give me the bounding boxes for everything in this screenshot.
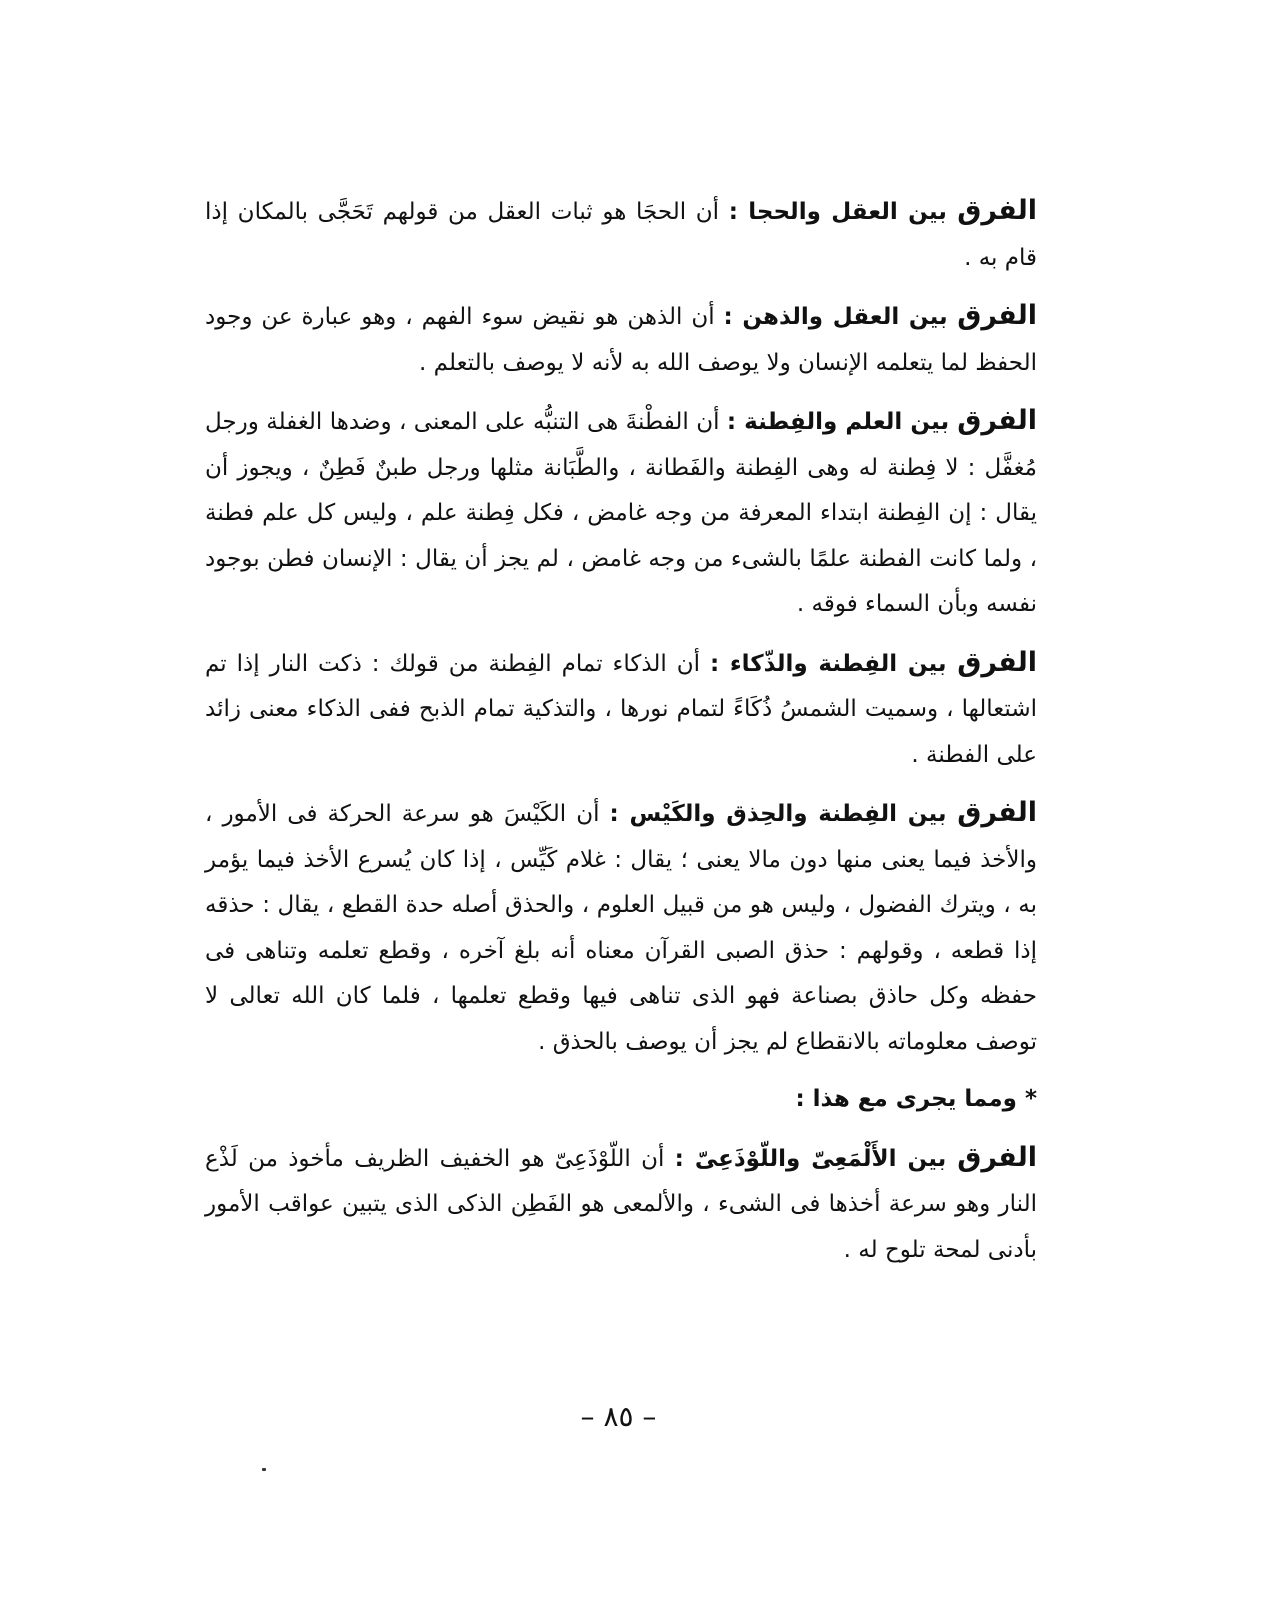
paragraph-head: الفرق <box>957 797 1037 828</box>
paragraph-body: أن الكَيْسَ هو سرعة الحركة فى الأمور ، والأخذ فيما يعنى منها دون مالا يعنى ؛ يقال : غلام كَيِّس ، إذا كان يُسرع الأخذ فيما يؤمر به ، ويترك الفضول ، وليس هو من قبيل العلوم ، والحذق أصله حدة القطع ، يقال : حذقه إذا قطعه ، وقولهم : حذق الصبى القرآن معناه أنه بلغ آخره ، وقطع تعلمه وتناهى فى حفظه وكل حاذق بصناعة فهو الذى تناهى فيها وقطع تعلمها ، فلما كان الله تعالى لا توصف معلوماته بالانقطاع لم يجز أن يوصف بالحذق . <box>205 801 1037 1055</box>
paragraph-body: أن الحجَا هو ثبات العقل من قولهم تَحَجَّى بالمكان إذا قام به . <box>205 199 1037 271</box>
paragraph-term <box>726 405 1037 436</box>
paragraph-head: الفرق <box>957 405 1037 436</box>
paragraph-almai-lawdhai <box>205 1135 1037 1274</box>
paragraph-term <box>723 300 1037 331</box>
main-text <box>205 188 1037 1285</box>
paragraph-ilm-fitna <box>205 398 1037 628</box>
paragraph-aql-dhihn <box>205 293 1037 386</box>
paragraph-term-text: بين العلم والفِطنة : <box>726 409 958 435</box>
paragraph-term-text: بين الفِطنة والذّكاء : <box>710 650 958 677</box>
paragraph-head: الفرق <box>957 195 1037 226</box>
paragraph-head: الفرق <box>957 1141 1037 1173</box>
paragraph-term-text: بين الفِطنة والحِذق والكَيْس : <box>609 801 958 827</box>
scan-speck <box>262 1468 266 1471</box>
paragraph-body: أن الذهن هو نقيض سوء الفهم ، وهو عبارة عن وجود الحفظ لما يتعلمه الإنسان ولا يوصف الله به لأنه لا يوصف بالتعلم . <box>205 304 1037 376</box>
paragraph-term <box>674 1141 1037 1173</box>
section-subheading: * ومما يجرى مع هذا : <box>795 1086 1037 1112</box>
paragraph-term <box>609 797 1037 828</box>
paragraph-body: أن الفطْنةَ هى التنبُّه على المعنى ، وضدها الغفلة ورجل مُغفَّل : لا فِطنة له وهى الفِطنة والفَطانة ، والطَّبَانة مثلها ورجل طبنٌ فَطِنٌ ، ويجوز أن يقال : إن الفِطنة ابتداء المعرفة من وجه غامض ، فكل فِطنة علم ، وليس كل علم فطنة ، ولما كانت الفطنة علمًا بالشىء من وجه غامض ، لم يجز أن يقال : الإنسان فطن بوجود نفسه وبأن السماء فوقه . <box>205 409 1037 617</box>
paragraph-term <box>710 646 1037 678</box>
paragraph-term <box>728 195 1037 226</box>
paragraph-term-text: بين الأَلْمَعِىّ واللّوْذَعِىّ : <box>674 1145 958 1172</box>
paragraph-fitna-hidhq-kays <box>205 790 1037 1065</box>
paragraph-body: أن الذكاء تمام الفِطنة من قولك : ذكت النار إذا تم اشتعالها ، وسميت الشمسُ ذُكَاءً لتمام نورها ، والتذكية تمام الذبح ففى الذكاء معنى زائد على الفطنة . <box>205 650 1037 768</box>
page-number: – ٨٥ – <box>580 1400 657 1433</box>
paragraph-head: الفرق <box>957 646 1037 678</box>
paragraph-term-text: بين العقل والحجا : <box>728 199 958 225</box>
paragraph-term-text: بين العقل والذهن : <box>723 304 958 330</box>
paragraph-aql-hija <box>205 188 1037 281</box>
paragraph-fitna-dhaka <box>205 640 1037 779</box>
paragraph-body: أن اللّوْذَعِىّ هو الخفيف الظريف مأخوذ من لَذْع النار وهو سرعة أخذها فى الشىء ، والألمعى هو الفَطِن الذكى الذى يتبين عواقب الأمور بأدنى لمحة تلوح له . <box>205 1145 1037 1263</box>
paragraph-head: الفرق <box>957 300 1037 331</box>
